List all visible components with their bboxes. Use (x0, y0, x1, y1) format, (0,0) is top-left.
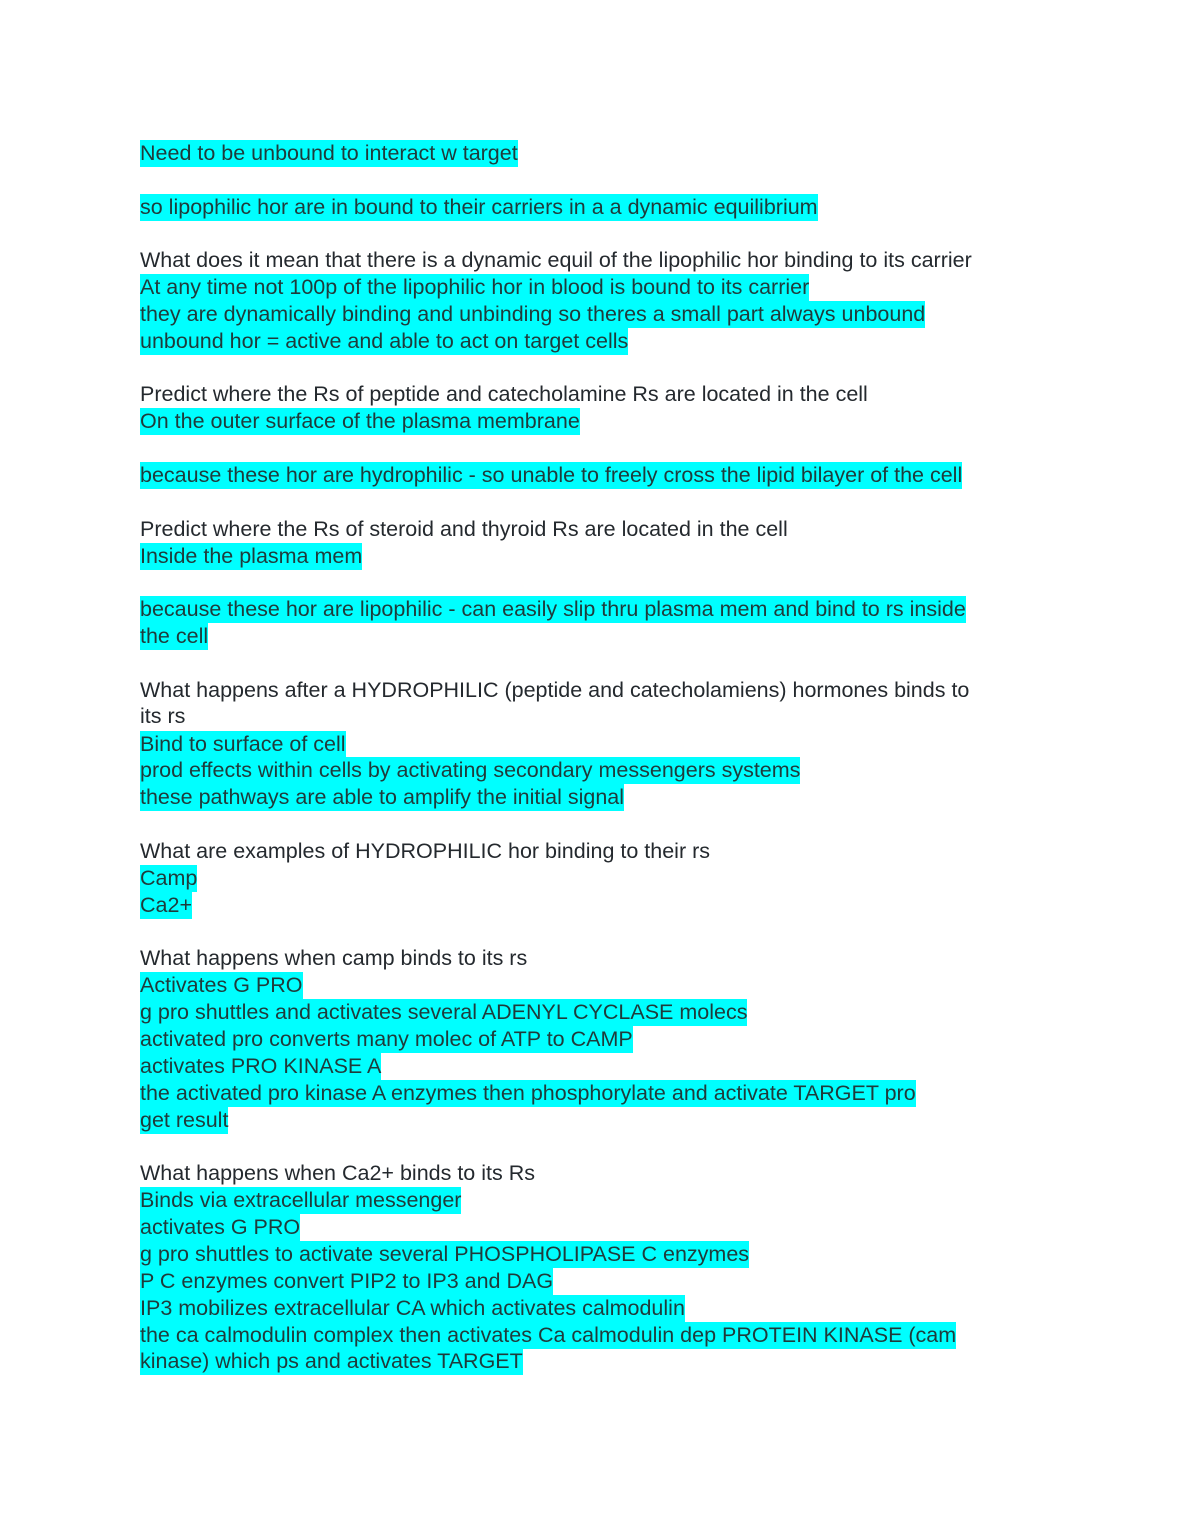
question-line: its rs (140, 704, 186, 728)
answer-line: prod effects within cells by activating secondary messengers systems (140, 758, 801, 782)
answer-line: these pathways are able to amplify the initial signal (140, 785, 625, 809)
answer-line: Binds via extracellular messenger (140, 1188, 462, 1212)
answer-line: Activates G PRO (140, 973, 303, 997)
answer-line: Camp (140, 866, 198, 890)
answer-line: At any time not 100p of the lipophilic hor in blood is bound to its carrier (140, 275, 810, 299)
question-line: Predict where the Rs of steroid and thyroid Rs are located in the cell (140, 517, 788, 541)
answer-line: g pro shuttles and activates several ADENYL CYCLASE molecs (140, 1000, 748, 1024)
answer-line: activated pro converts many molec of ATP to CAMP (140, 1027, 633, 1051)
answer-line: Need to be unbound to interact w target (140, 141, 518, 165)
answer-line: the ca calmodulin complex then activates Ca calmodulin dep PROTEIN KINASE (cam (140, 1323, 957, 1347)
answer-line: the activated pro kinase A enzymes then phosphorylate and activate TARGET pro (140, 1081, 916, 1105)
answer-line: Bind to surface of cell (140, 732, 346, 756)
answer-line: g pro shuttles to activate several PHOSPHOLIPASE C enzymes (140, 1242, 750, 1266)
answer-line: the cell (140, 624, 209, 648)
answer-line: IP3 mobilizes extracellular CA which activates calmodulin (140, 1296, 685, 1320)
answer-line: On the outer surface of the plasma membrane (140, 409, 580, 433)
answer-line: activates G PRO (140, 1215, 301, 1239)
question-line: What are examples of HYDROPHILIC hor binding to their rs (140, 839, 710, 863)
answer-line: Ca2+ (140, 893, 192, 917)
answer-line: Inside the plasma mem (140, 544, 363, 568)
answer-line: because these hor are hydrophilic - so unable to freely cross the lipid bilayer of the cell (140, 463, 963, 487)
question-line: What happens when Ca2+ binds to its Rs (140, 1161, 535, 1185)
answer-line: unbound hor = active and able to act on target cells (140, 329, 629, 353)
answer-line: kinase) which ps and activates TARGET (140, 1349, 523, 1373)
question-line: Predict where the Rs of peptide and catecholamine Rs are located in the cell (140, 382, 868, 406)
answer-line: they are dynamically binding and unbinding so theres a small part always unbound (140, 302, 926, 326)
question-line: What happens when camp binds to its rs (140, 946, 528, 970)
answer-line: because these hor are lipophilic - can easily slip thru plasma mem and bind to rs inside (140, 597, 966, 621)
question-line: What does it mean that there is a dynamic equil of the lipophilic hor binding to its carrier (140, 248, 972, 272)
question-line: What happens after a HYDROPHILIC (peptide and catecholamiens) hormones binds to (140, 678, 970, 702)
answer-line: P C enzymes convert PIP2 to IP3 and DAG (140, 1269, 554, 1293)
answer-line: so lipophilic hor are in bound to their carriers in a a dynamic equilibrium (140, 195, 818, 219)
answer-line: get result (140, 1108, 229, 1132)
answer-line: activates PRO KINASE A (140, 1054, 382, 1078)
